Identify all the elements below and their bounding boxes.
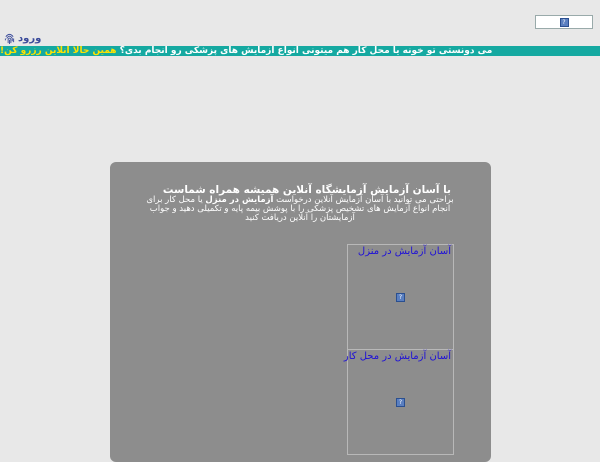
desc-text-2: یا محل کار برای انجام انواع آزمایش های تشخیص پزشکی را با پوشش بیمه پایه و تکمیلی دهید و جواب آزمایشتان را آنلاین دریافت کنید	[146, 195, 451, 223]
login-label[interactable]: ورود	[18, 33, 42, 44]
desc-text-1: براحتی می توانید با آسان آزمایش آنلاین درخواست	[276, 195, 454, 205]
fingerprint-icon	[4, 32, 15, 45]
broken-image-icon: ?	[560, 18, 569, 27]
banner-text: می دونستی تو خونه یا محل کار هم میتونی انواع آزمایش های پزشکی رو انجام بدی؟	[119, 46, 493, 56]
desc-highlight: آزمایش در منزل	[205, 195, 274, 205]
intro-card	[110, 162, 491, 462]
login-link[interactable]	[4, 32, 41, 45]
service-home-title[interactable]: آسان آزمایش در منزل	[357, 246, 451, 257]
service-home[interactable]	[347, 244, 454, 350]
broken-image-icon: ?	[396, 293, 405, 302]
service-workplace[interactable]	[343, 349, 454, 455]
card-description	[145, 196, 455, 223]
broken-image-icon: ?	[396, 398, 405, 407]
broken-image-placeholder	[535, 15, 593, 29]
card-title: با آسان آزمایش آزمایشگاه آنلاین همیشه همراه شماست	[162, 184, 451, 196]
banner-cta-link[interactable]: همین حالا آنلاین رزرو کن!	[0, 46, 117, 56]
promo-banner	[0, 46, 600, 56]
service-workplace-title[interactable]: آسان آزمایش در محل کار	[343, 351, 451, 362]
